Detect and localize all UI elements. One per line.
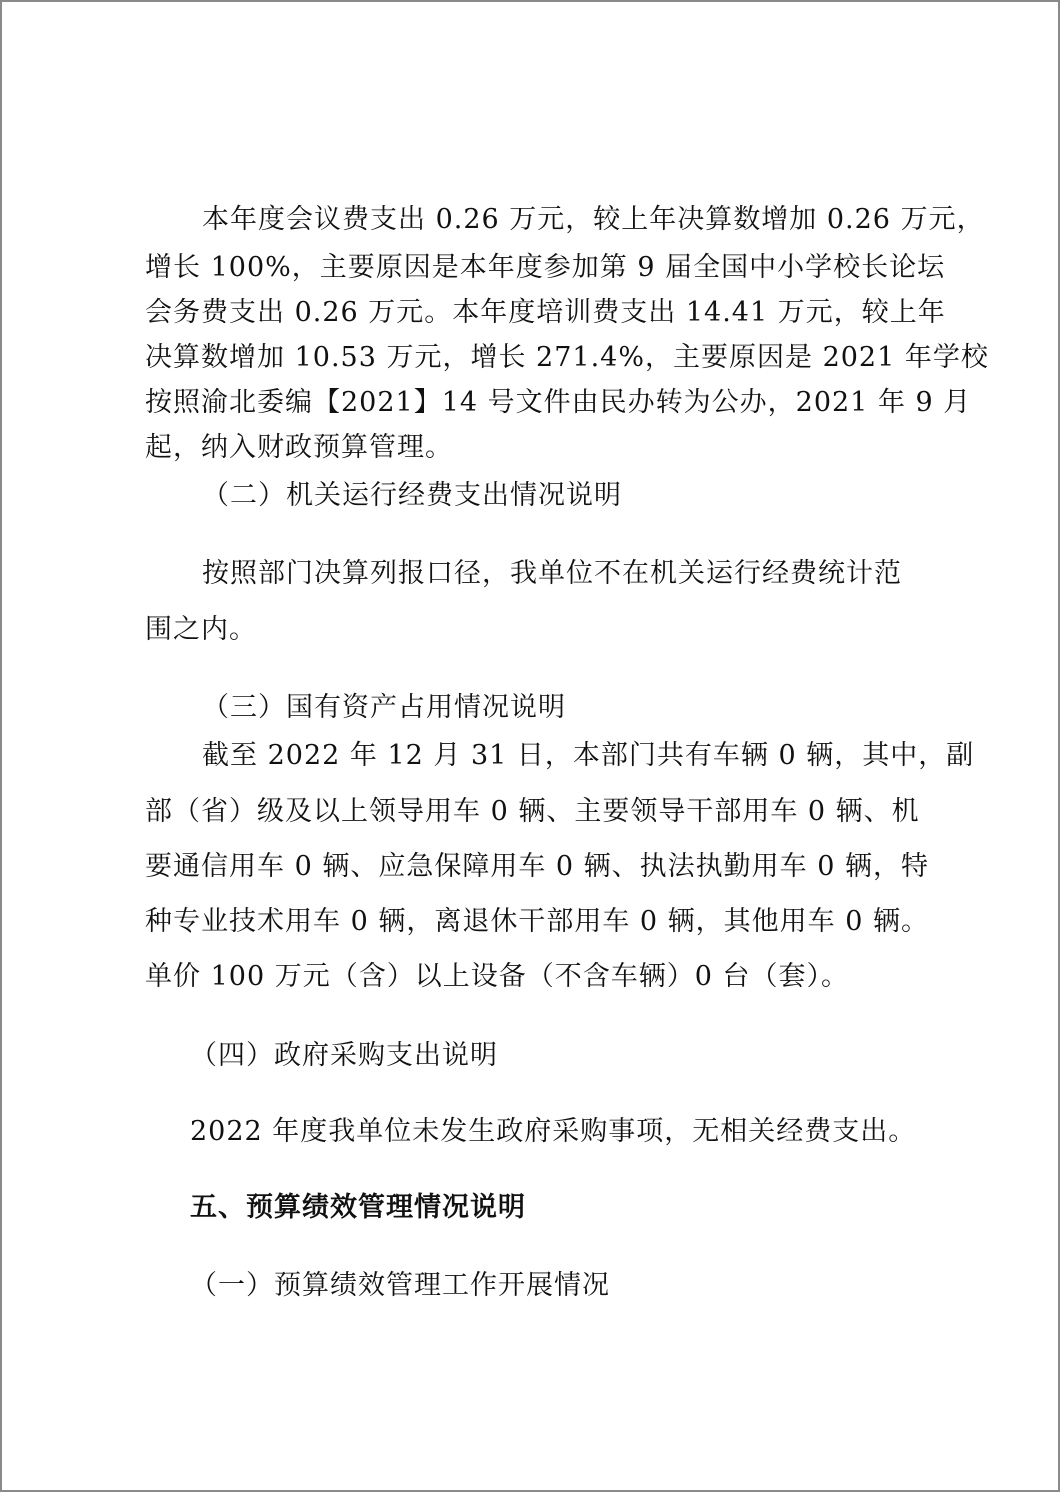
para-meeting-line-4: 决算数增加 10.53 万元，增长 271.4%，主要原因是 2021 年学校 (145, 342, 989, 373)
para-assets-line-3: 要通信用车 0 辆、应急保障用车 0 辆、执法执勤用车 0 辆，特 (145, 851, 930, 882)
document-content (2, 2, 1058, 1490)
para-operating-line-2: 围之内。 (145, 614, 257, 645)
section-title-performance: 五、预算绩效管理情况说明 (190, 1192, 526, 1223)
para-meeting-line-1: 本年度会议费支出 0.26 万元，较上年决算数增加 0.26 万元， (202, 204, 985, 235)
heading-operating-expenses: （二）机关运行经费支出情况说明 (202, 480, 622, 511)
para-meeting-line-5: 按照渝北委编【2021】14 号文件由民办转为公办，2021 年 9 月 (145, 387, 972, 418)
heading-procurement: （四）政府采购支出说明 (190, 1040, 498, 1071)
para-assets-line-2: 部（省）级及以上领导用车 0 辆、主要领导干部用车 0 辆、机 (145, 796, 920, 827)
para-assets-line-4: 种专业技术用车 0 辆，离退休干部用车 0 辆，其他用车 0 辆。 (145, 906, 930, 937)
heading-performance-work: （一）预算绩效管理工作开展情况 (190, 1270, 610, 1301)
para-meeting-line-6: 起，纳入财政预算管理。 (145, 432, 453, 463)
para-assets-line-5: 单价 100 万元（含）以上设备（不含车辆）0 台（套）。 (145, 961, 849, 992)
para-meeting-line-3: 会务费支出 0.26 万元。本年度培训费支出 14.41 万元，较上年 (145, 297, 946, 328)
para-procurement: 2022 年度我单位未发生政府采购事项，无相关经费支出。 (190, 1116, 917, 1147)
para-meeting-line-2: 增长 100%，主要原因是本年度参加第 9 届全国中小学校长论坛 (145, 252, 946, 283)
heading-state-assets: （三）国有资产占用情况说明 (202, 692, 566, 723)
para-assets-line-1: 截至 2022 年 12 月 31 日，本部门共有车辆 0 辆，其中，副 (202, 740, 975, 771)
para-operating-line-1: 按照部门决算列报口径，我单位不在机关运行经费统计范 (202, 558, 902, 589)
